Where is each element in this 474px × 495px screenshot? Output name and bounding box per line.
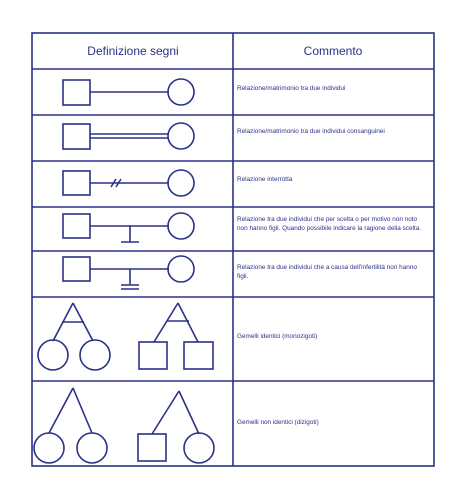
monozygotic-twins-male-symbol xyxy=(139,303,213,369)
row-6-comment: Gemelli identici (monozigoti) xyxy=(237,333,318,340)
relationship-symbol xyxy=(63,79,194,105)
interrupted-relationship-symbol xyxy=(63,170,194,196)
twin-branch-left xyxy=(152,391,179,434)
female-circle xyxy=(168,213,194,239)
female-circle xyxy=(184,433,214,463)
row-1-comment: Relazione/matrimonio tra due individui xyxy=(237,85,346,92)
female-circle xyxy=(168,256,194,282)
male-square xyxy=(184,342,213,369)
childless-infertility-symbol xyxy=(63,256,194,289)
female-circle xyxy=(34,433,64,463)
twin-branch-left xyxy=(154,303,178,342)
row-7-comment: Gemelli non identici (dizigoti) xyxy=(237,419,319,426)
twin-branch-right xyxy=(178,303,198,342)
row-2-comment: Relazione/matrimonio tra due individui consanguinei xyxy=(237,128,385,135)
monozygotic-twins-female-symbol xyxy=(38,303,110,370)
header-left: Definizione segni xyxy=(87,44,179,58)
female-circle xyxy=(80,340,110,370)
childless-by-choice-symbol xyxy=(63,213,194,242)
consanguineous-relationship-symbol xyxy=(63,123,194,149)
header-right: Commento xyxy=(303,44,363,58)
female-circle xyxy=(168,170,194,196)
female-circle xyxy=(168,123,194,149)
male-square xyxy=(63,257,90,281)
dizygotic-twins-female-symbol xyxy=(34,388,107,463)
female-circle xyxy=(77,433,107,463)
male-square xyxy=(63,171,90,195)
twin-branch-right xyxy=(73,388,92,433)
male-square xyxy=(63,214,90,238)
row-5-comment: Relazione tra due individui che a causa dell'infertilità non hanno figli. xyxy=(237,264,417,280)
twin-branch-right xyxy=(179,391,199,434)
twin-branch-left xyxy=(49,388,73,433)
female-circle xyxy=(38,340,68,370)
row-3-comment: Relazione interrotta xyxy=(237,176,293,183)
male-square xyxy=(138,434,166,461)
male-square xyxy=(63,124,90,149)
male-square xyxy=(63,80,90,105)
female-circle xyxy=(168,79,194,105)
dizygotic-twins-mixed-symbol xyxy=(138,391,214,463)
row-4-comment: Relazione tra due individui che per scelta o per motivo non noto non hanno figli. Quando possibile indicare la ragione della scelta. xyxy=(237,216,422,232)
male-square xyxy=(139,342,167,369)
